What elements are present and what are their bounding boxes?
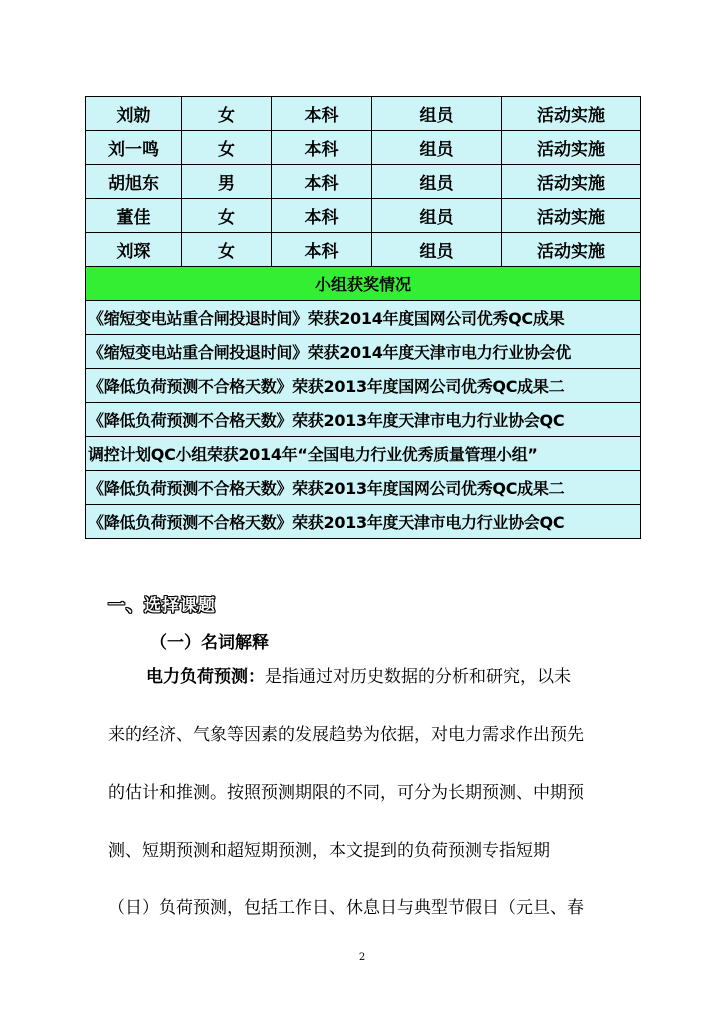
definition-term: 电力负荷预测： <box>146 667 265 687</box>
member-row <box>86 199 641 233</box>
member-name: 胡旭东 <box>86 165 182 199</box>
award-row <box>86 335 641 369</box>
paragraph-line: （日）负荷预测，包括工作日、休息日与典型节假日（元旦、春 <box>108 898 584 918</box>
member-role: 组员 <box>372 97 502 131</box>
member-education: 本科 <box>272 199 372 233</box>
page-number: 2 <box>358 952 366 963</box>
member-gender: 女 <box>182 199 272 233</box>
award-row <box>86 505 641 539</box>
award-row <box>86 437 641 471</box>
member-role: 组员 <box>372 165 502 199</box>
member-task: 活动实施 <box>502 199 641 233</box>
section-heading: 一、选择课题 <box>108 596 216 616</box>
member-row <box>86 97 641 131</box>
member-name: 刘一鸣 <box>86 131 182 165</box>
paragraph-line: 来的经济、气象等因素的发展趋势为依据，对电力需求作出预先 <box>108 725 584 745</box>
award-row <box>86 369 641 403</box>
award-entry: 《降低负荷预测不合格天数》荣获2013年度天津市电力行业协会QC <box>86 505 641 539</box>
paragraph-line: 测、短期预测和超短期预测，本文提到的负荷预测专指短期 <box>108 841 550 861</box>
award-entry: 调控计划QC小组荣获2014年“全国电力行业优秀质量管理小组” <box>86 437 641 471</box>
member-role: 组员 <box>372 233 502 267</box>
member-gender: 男 <box>182 165 272 199</box>
award-row <box>86 471 641 505</box>
member-task: 活动实施 <box>502 97 641 131</box>
award-entry: 《降低负荷预测不合格天数》荣获2013年度国网公司优秀QC成果二 <box>86 471 641 505</box>
award-entry: 《降低负荷预测不合格天数》荣获2013年度天津市电力行业协会QC <box>86 403 641 437</box>
member-education: 本科 <box>272 97 372 131</box>
member-role: 组员 <box>372 199 502 233</box>
member-education: 本科 <box>272 165 372 199</box>
award-entry: 《降低负荷预测不合格天数》荣获2013年度国网公司优秀QC成果二 <box>86 369 641 403</box>
award-row <box>86 403 641 437</box>
paragraph-line: 的估计和推测。按照预测期限的不同，可分为长期预测、中期预 <box>108 783 584 803</box>
member-education: 本科 <box>272 233 372 267</box>
paragraph-line <box>146 665 618 689</box>
member-gender: 女 <box>182 233 272 267</box>
awards-header-row <box>86 267 641 301</box>
member-row <box>86 165 641 199</box>
member-row <box>86 131 641 165</box>
definition-text: 是指通过对历史数据的分析和研究，以未 <box>265 667 571 687</box>
member-name: 刘勍 <box>86 97 182 131</box>
member-row <box>86 233 641 267</box>
award-entry: 《缩短变电站重合闸投退时间》荣获2014年度国网公司优秀QC成果 <box>86 301 641 335</box>
subsection-heading: （一）名词解释 <box>150 633 269 653</box>
member-education: 本科 <box>272 131 372 165</box>
award-entry: 《缩短变电站重合闸投退时间》荣获2014年度天津市电力行业协会优 <box>86 335 641 369</box>
member-task: 活动实施 <box>502 233 641 267</box>
member-name: 刘琛 <box>86 233 182 267</box>
member-gender: 女 <box>182 97 272 131</box>
awards-header: 小组获奖情况 <box>86 267 641 301</box>
member-task: 活动实施 <box>502 165 641 199</box>
member-name: 董佳 <box>86 199 182 233</box>
award-row <box>86 301 641 335</box>
member-role: 组员 <box>372 131 502 165</box>
member-gender: 女 <box>182 131 272 165</box>
member-task: 活动实施 <box>502 131 641 165</box>
qc-team-table <box>85 96 641 539</box>
